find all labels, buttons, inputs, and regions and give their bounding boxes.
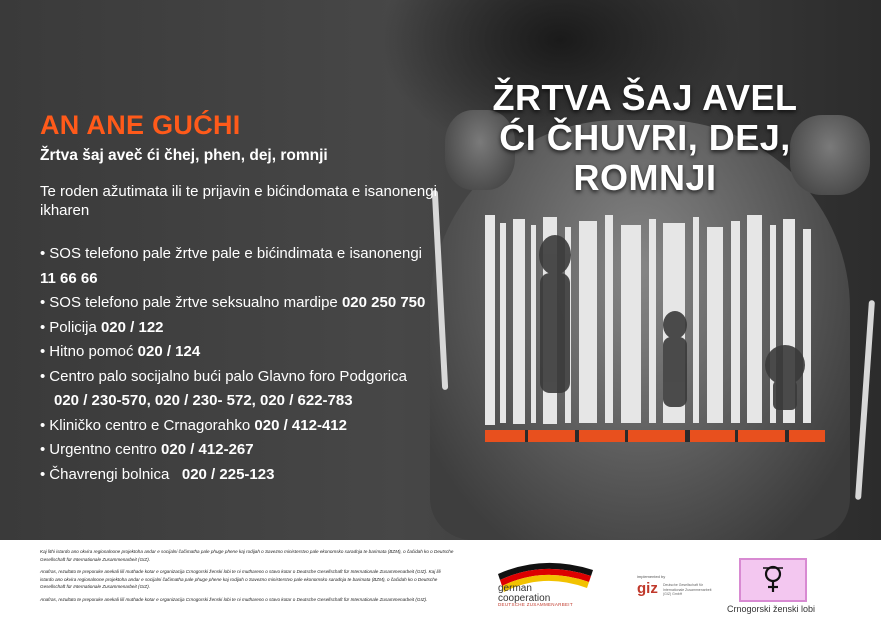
intro-text: Te roden ažutimata ili te prijavin e bićindomata e isanonengi ikharen [40, 183, 437, 219]
contacts-list [40, 242, 440, 487]
contact-item [40, 242, 440, 291]
contact-item [40, 438, 440, 463]
subtitle: Žrtva šaj aveč ći čhej, phen, dej, romnji [40, 147, 328, 164]
giz-implemented-by: implemented by [637, 574, 666, 579]
contact-item [40, 291, 440, 316]
footer [0, 540, 881, 636]
german-cooperation-logo-text [498, 584, 550, 604]
contact-number: 020 / 412-267 [161, 441, 254, 458]
contact-label: SOS telefono pale žrtve pale e bićindimata e isanonengi [49, 245, 423, 262]
giz-logo: giz [637, 580, 658, 597]
right-strap [855, 300, 875, 500]
contact-label: Centro palo socijalno bući palo Glavno foro Podgorica [49, 367, 407, 385]
bullet-dot-icon: • [40, 294, 46, 311]
fineprint [40, 548, 455, 609]
bullet-dot-icon: • [40, 441, 46, 458]
contact-number: 020 / 412-412 [254, 416, 347, 434]
headline-line-1: ŽRTVA ŠAJ AVEL [492, 77, 798, 118]
contact-item [40, 365, 440, 414]
info-panel [40, 110, 440, 487]
contact-number: 020 / 230-570, 020 / 230- 572, 020 / 622-783 [54, 392, 353, 409]
contact-number: 11 66 66 [40, 269, 98, 287]
gc-word-2: cooperation [498, 593, 551, 604]
women-lobby-name: Crnogorski ženski lobi [727, 604, 816, 614]
giz-description: Deutsche Gesellschaft für Internationale Zusammenarbeit (GIZ) GmbH [663, 583, 712, 596]
barcode-prison-bars-illustration [485, 215, 825, 445]
german-cooperation-sub: DEUTSCHE ZUSAMMENARBEIT [498, 602, 573, 607]
contact-label: Hitno pomoć [49, 343, 134, 360]
contact-number: 020 / 122 [100, 318, 164, 336]
bullet-dot-icon: • [40, 245, 46, 262]
bullet-dot-icon: • [40, 465, 46, 483]
contact-item [40, 340, 440, 365]
contact-label: Kliničko centro e Crnagorahko [49, 416, 251, 434]
bullet-dot-icon: • [40, 343, 46, 360]
bullet-dot-icon: • [40, 367, 46, 385]
contact-label: SOS telefono pale žrtve seksualno mardipe [49, 294, 338, 311]
contact-label: Čhavrengi bolnica [49, 465, 170, 483]
org-title: AN ANE GUĆHI [40, 110, 241, 140]
fineprint-paragraph: Anafras, rezultato te preporuke anekali lili muthade kotar e organizacija Crnogorski ženski lobi te ni muthareno o stavo kotar o Deutsche Gesellschaft für Internationale Zusammenarbeit (GIZ). [40, 596, 428, 602]
contact-number: 020 250 750 [341, 294, 426, 311]
contact-label: Policija [49, 318, 97, 336]
gc-word-1: german [498, 583, 532, 594]
fineprint-paragraph: Anafras, rezultato te preporuke anekali lili muthade kotar e organizacija Crnogorski ženski lobi te ni muthareno o stavo kotar o Deutsche Gesellschaft für Internationale Zusammenarbeit (GIZ). Kaj lili istardo ano okvira regionalnone projektoha andar e socijalni čačimatha pale phuge phene kaj rodijah o Savezno ministerstvo pale ekonomsko saradnja te barimata (BZM), o čaćidah ko o Deutsche Gesellschaft für Internationale Zusammenarbeit (GIZ). [40, 569, 441, 590]
women-lobby-symbol-icon [741, 560, 805, 600]
headline-line-2: ĆI ČHUVRI, DEJ, [499, 117, 791, 158]
headline-line-3: ROMNJI [573, 157, 717, 198]
headline [470, 78, 820, 198]
fineprint-paragraph: Kaj lithi istardo ano okvira regionalnone projektoha andar e socijalni čačimatha pale phuge phene kaj rodijah o Savezno ministerstvo pale ekonomsko saradnja te barimata (BZM), o čaćidah ko o Deutsche Gesellschaft für Internationale Zusammenarbeit (GIZ). [40, 549, 454, 562]
women-lobby-logo [739, 558, 807, 602]
contact-number: 020 / 225-123 [181, 465, 275, 483]
bullet-dot-icon: • [40, 416, 46, 434]
bullet-dot-icon: • [40, 318, 46, 336]
contact-item [40, 463, 440, 488]
contact-number: 020 / 124 [137, 343, 201, 360]
contact-label: Urgentno centro [49, 441, 157, 458]
contact-item [40, 316, 440, 341]
contact-item [40, 414, 440, 439]
